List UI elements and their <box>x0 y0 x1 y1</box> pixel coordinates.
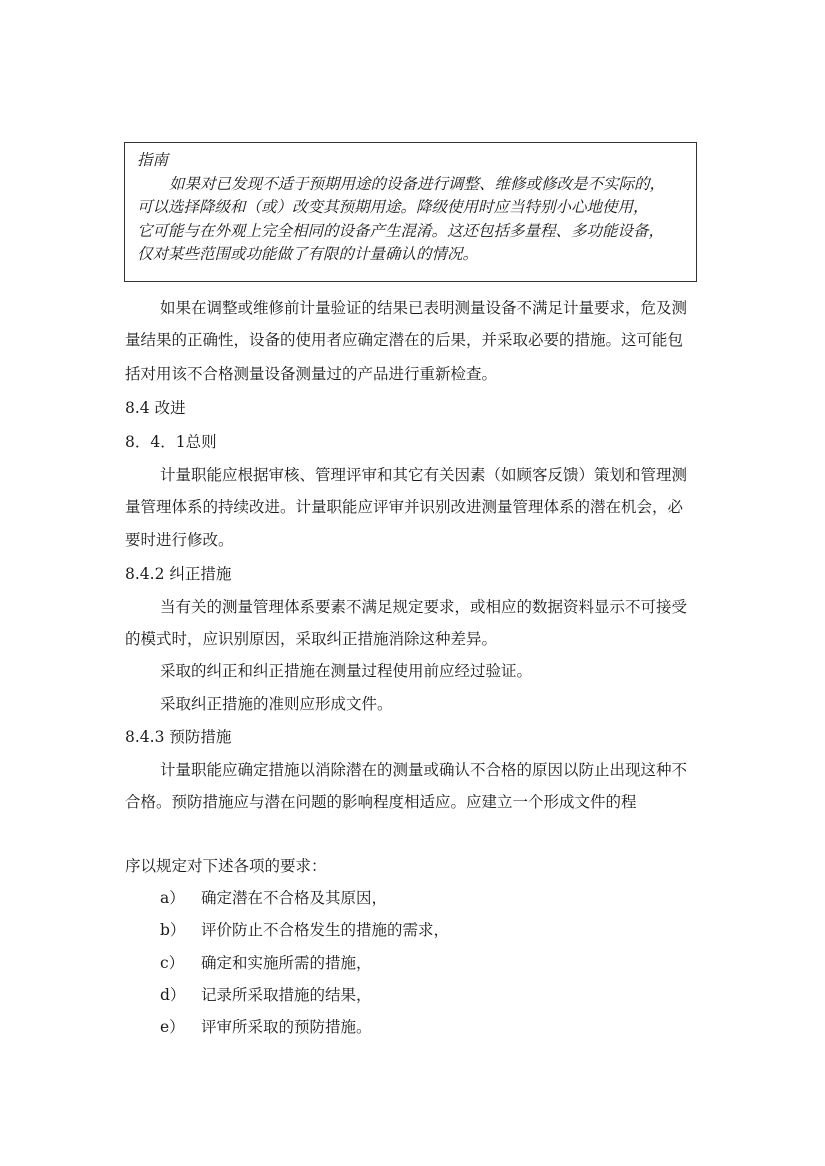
list-item-text: 评价防止不合格发生的措施的需求， <box>201 921 450 939</box>
guide-box <box>124 142 697 282</box>
guide-line: 如果对已发现不适于预期用途的设备进行调整、维修或修改是不实际的， <box>169 174 666 193</box>
list-item-text: 确定潜在不合格及其原因， <box>201 889 388 907</box>
list-item-label: e） <box>160 1018 185 1036</box>
list-item-text: 评审所采取的预防措施。 <box>201 1018 372 1036</box>
list-item-label: d） <box>160 986 186 1004</box>
paragraph-line: 量结果的正确性，设备的使用者应确定潜在的后果，并采取必要的措施。这可能包 <box>125 331 684 349</box>
subsection-heading: 8.4.2 纠正措施 <box>125 565 232 583</box>
section-heading: 8.4 改进 <box>125 399 186 417</box>
guide-line: 仅对某些范围或功能做了有限的计量确认的情况。 <box>137 245 479 263</box>
list-item-text: 确定和实施所需的措施， <box>201 954 372 972</box>
paragraph-line: 序以规定对下述各项的要求： <box>125 857 327 875</box>
paragraph-line: 合格。预防措施应与潜在问题的影响程度相适应。应建立一个形成文件的程 <box>125 793 637 811</box>
paragraph-line: 括对用该不合格测量设备测量过的产品进行重新检查。 <box>125 365 498 383</box>
paragraph-line: 量管理体系的持续改进。计量职能应评审并识别改进测量管理体系的潜在机会，必 <box>125 498 684 516</box>
paragraph-line: 计量职能应根据审核、管理评审和其它有关因素（如顾客反馈）策划和管理测 <box>160 466 688 484</box>
paragraph-line: 如果在调整或维修前计量验证的结果已表明测量设备不满足计量要求，危及测 <box>160 299 688 317</box>
subsection-heading: 8．4．1总则 <box>125 433 217 451</box>
paragraph-line: 采取的纠正和纠正措施在测量过程使用前应经过验证。 <box>160 662 533 680</box>
list-item-label: b） <box>160 921 186 939</box>
paragraph-line: 计量职能应确定措施以消除潜在的测量或确认不合格的原因以防止出现这种不 <box>160 761 688 779</box>
list-item-label: c） <box>160 954 185 972</box>
paragraph-line: 的模式时，应识别原因，采取纠正措施消除这种差异。 <box>125 630 498 648</box>
paragraph-line: 当有关的测量管理体系要素不满足规定要求，或相应的数据资料显示不可接受 <box>160 598 688 616</box>
list-item-text: 记录所采取措施的结果， <box>201 986 372 1004</box>
guide-line: 可以选择降级和（或）改变其预期用途。降级使用时应当特别小心地使用， <box>137 198 649 216</box>
guide-line: 它可能与在外观上完全相同的设备产生混淆。这还包括多量程、多功能设备， <box>137 221 665 240</box>
paragraph-line: 要时进行修改。 <box>125 531 234 549</box>
paragraph-line: 采取纠正措施的准则应形成文件。 <box>160 695 393 713</box>
list-item-label: a） <box>160 889 185 907</box>
guide-title: 指南 <box>137 151 169 169</box>
subsection-heading: 8.4.3 预防措施 <box>125 728 232 746</box>
